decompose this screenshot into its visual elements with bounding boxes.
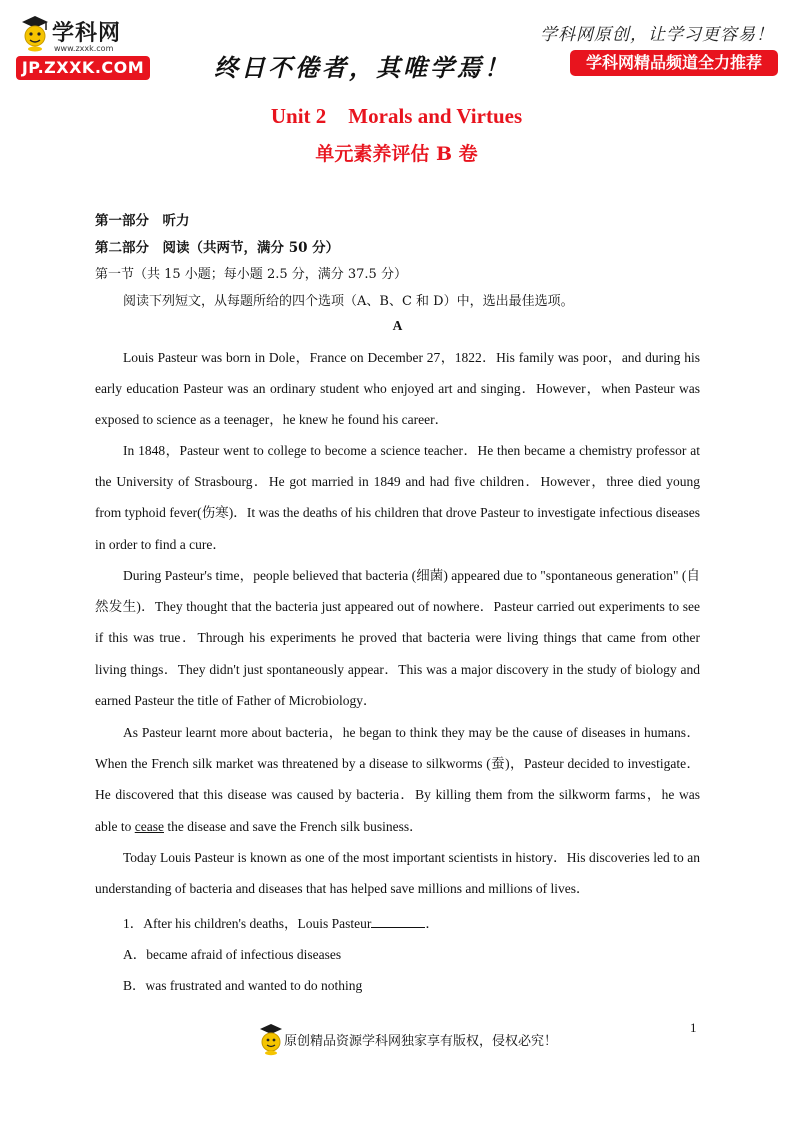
paragraph-1: Louis Pasteur was born in Dole，France on December 27，1822．His family was poor，and during his early education Pasteur was an ordinary student who enjoyed art and singing．However，when Pasteur was exposed to science as a teenager，he knew he found his career． [95, 350, 700, 428]
page-header [0, 0, 793, 90]
unit-title [0, 104, 793, 129]
motto: 终日不倦者，其唯学焉！ [214, 53, 511, 82]
part1-heading: 第一部分 听力 [95, 213, 190, 229]
page-subtitle: 单元素养评估 B 卷 [315, 143, 478, 165]
option-b[interactable]: B．was frustrated and wanted to do nothing [123, 978, 363, 993]
page-number: 1 [690, 1020, 697, 1035]
part2-heading: 第二部分 阅读（共两节，满分 50 分） [95, 240, 340, 256]
question-1-stem [123, 912, 439, 932]
section1-heading: 第一节（共 15 小题；每小题 2.5 分，满分 37.5 分） [95, 267, 407, 282]
answer-blank[interactable] [371, 916, 425, 928]
unit-number: Unit 2 [270, 104, 327, 128]
question-stem-text: 1．After his children's deaths，Louis Pasteur [123, 916, 372, 931]
paragraph-4 [95, 717, 700, 842]
copyright-footer [258, 1022, 588, 1056]
underlined-word: cease [134, 818, 164, 834]
logo-badge: JP.ZXXK.COM [16, 56, 150, 80]
recommend-badge: 学科网精品频道全力推荐 [570, 50, 778, 76]
zxxk-logo[interactable] [16, 12, 152, 80]
slogan: 学科网原创，让学习更容易！ [540, 25, 774, 45]
instruction: 阅读下列短文，从每题所给的四个选项（A、B、C 和 D）中，选出最佳选项。 [123, 294, 574, 309]
paragraph-5: Today Louis Pasteur is known as one of the most important scientists in history．His discoveries led to an understanding of bacteria and diseases that has helped save millions and millions of lives． [95, 850, 700, 897]
graduate-mascot-icon [20, 14, 50, 52]
option-a[interactable]: A．became afraid of infectious diseases [123, 947, 342, 962]
unit-topic: Morals and Virtues [348, 104, 523, 128]
copyright-text: 原创精品资源学科网独家享有版权，侵权必究！ [284, 1034, 558, 1049]
question-stem-end: ． [425, 916, 439, 931]
paragraph-4-text-b: the disease and save the French silk business． [163, 818, 423, 834]
passage-label: A [392, 318, 403, 333]
logo-url: www.zxxk.com [54, 44, 114, 53]
paragraph-3: During Pasteur's time，people believed that bacteria (细菌) appeared due to "spontaneous generation" (自然发生)．They thought that the bacteria just appeared out of nowhere．Pasteur carried out experiments to see if this was true．Through his experiments he proved that bacteria were living things that came from other living things．They didn't just spontaneously appear．This was a major discovery in the study of biology and earned Pasteur the title of Father of Microbiology． [95, 568, 700, 708]
paragraph-2: In 1848，Pasteur went to college to become a science teacher．He then became a chemistry professor at the University of Strasbourg．He got married in 1849 and had five children．However，three died young from typhoid fever(伤寒)．It was the deaths of his children that drove Pasteur to investigate infectious diseases in order to find a cure． [95, 443, 700, 552]
graduate-mascot-icon [258, 1022, 284, 1056]
logo-name: 学科网 [52, 21, 122, 46]
paragraph-4-text-a: As Pasteur learnt more about bacteria，he began to think they may be the cause of diseases in humans．When the French silk market was threatened by a disease to silkworms (蚕)，Pasteur decided to investigate．He discovered that this disease was caused by bacteria．By killing them from the silkworm farms，he was able to [95, 725, 700, 834]
